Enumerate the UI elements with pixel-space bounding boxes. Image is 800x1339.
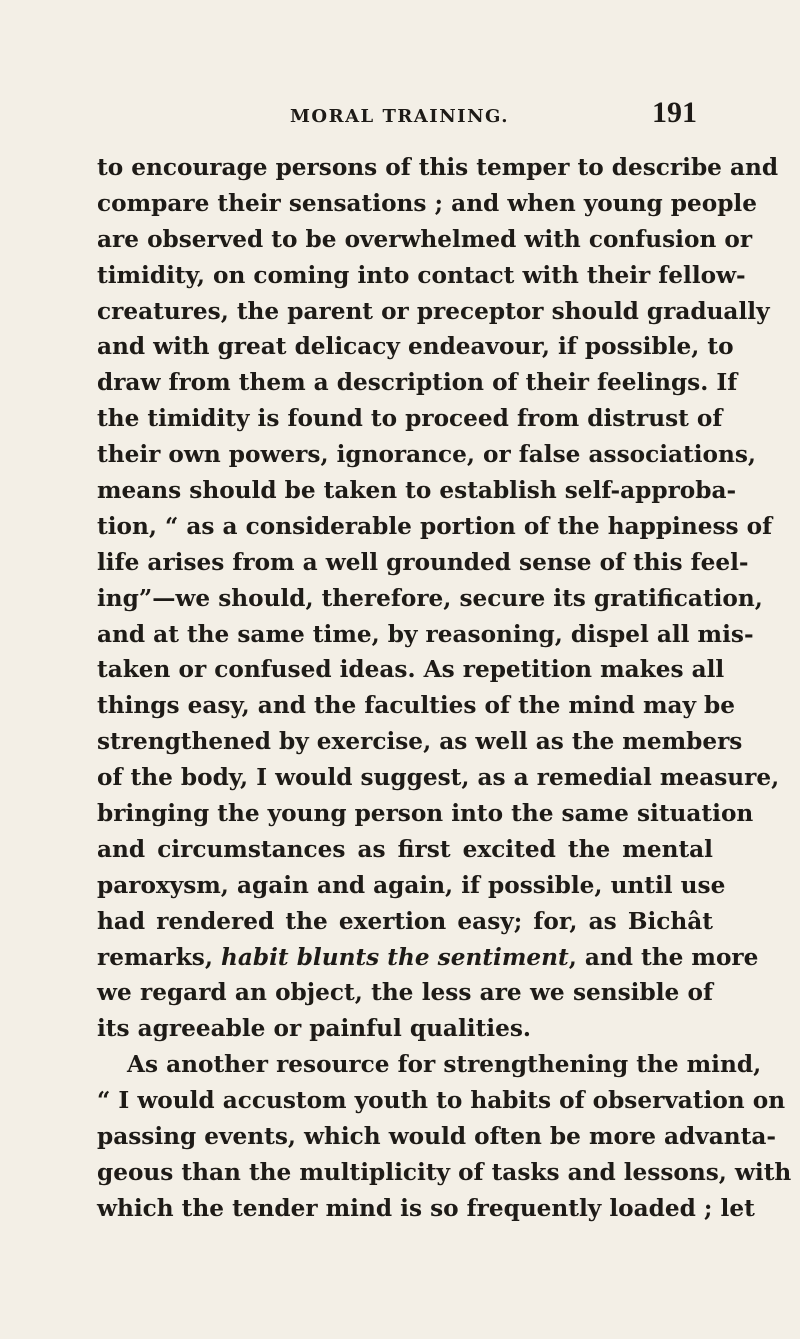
text-line: ing”—we should, therefore, secure its gratification, xyxy=(97,584,763,612)
text-line: things easy, and the faculties of the mind may be xyxy=(97,692,736,720)
text-line: geous than the multiplicity of tasks and lessons, with xyxy=(97,1158,792,1186)
text-line: paroxysm, again and again, if possible, until use xyxy=(97,871,726,899)
text-line: and at the same time, by reasoning, dispel all mis- xyxy=(97,620,754,648)
text-segment: remarks, xyxy=(97,943,213,971)
text-line: creatures, the parent or preceptor should gradually xyxy=(97,297,770,325)
italic-phrase: habit blunts the sentiment xyxy=(221,943,569,971)
text-line: we regard an object, the less are we sensible of xyxy=(97,979,713,1007)
text-line: “ I would accustom youth to habits of observation on xyxy=(97,1087,786,1115)
body-text xyxy=(97,150,792,1227)
page-number: 191 xyxy=(652,96,697,129)
text-line: to encourage persons of this temper to describe and xyxy=(97,154,779,181)
text-line: had rendered the exertion easy; for, as Bichât xyxy=(97,907,713,935)
text-line: life arises from a well grounded sense of this feel- xyxy=(97,548,749,576)
paragraph-start-line: As another resource for strengthening the mind, xyxy=(127,1051,762,1079)
text-line: passing events, which would often be more advanta- xyxy=(97,1123,776,1151)
text-line: draw from them a description of their feelings. If xyxy=(97,369,738,397)
text-line: which the tender mind is so frequently loaded ; let xyxy=(97,1194,755,1222)
text-line: compare their sensations ; and when young people xyxy=(97,189,757,217)
text-segment: , and the more xyxy=(568,943,759,971)
paragraph-end-line: its agreeable or painful qualities. xyxy=(97,1015,531,1043)
running-head: MORAL TRAINING. xyxy=(290,106,510,127)
text-line: means should be taken to establish self-approba- xyxy=(97,477,737,505)
text-line: and circumstances as first excited the mental xyxy=(97,835,713,863)
text-line: bringing the young person into the same situation xyxy=(97,800,754,828)
text-line: taken or confused ideas. As repetition makes all xyxy=(97,656,725,684)
text-line: strengthened by exercise, as well as the members xyxy=(97,728,743,756)
text-line: timidity, on coming into contact with their fellow- xyxy=(97,261,746,289)
text-line: of the body, I would suggest, as a remedial measure, xyxy=(97,764,780,792)
text-line: tion, “ as a considerable portion of the happiness of xyxy=(97,512,773,540)
text-line: the timidity is found to proceed from distrust of xyxy=(97,405,723,433)
page-header xyxy=(0,96,800,136)
text-line: their own powers, ignorance, or false associations, xyxy=(97,441,757,469)
text-line: are observed to be overwhelmed with confusion or xyxy=(97,225,753,253)
text-line: and with great delicacy endeavour, if possible, to xyxy=(97,333,734,361)
text-line-with-italic xyxy=(97,940,759,976)
